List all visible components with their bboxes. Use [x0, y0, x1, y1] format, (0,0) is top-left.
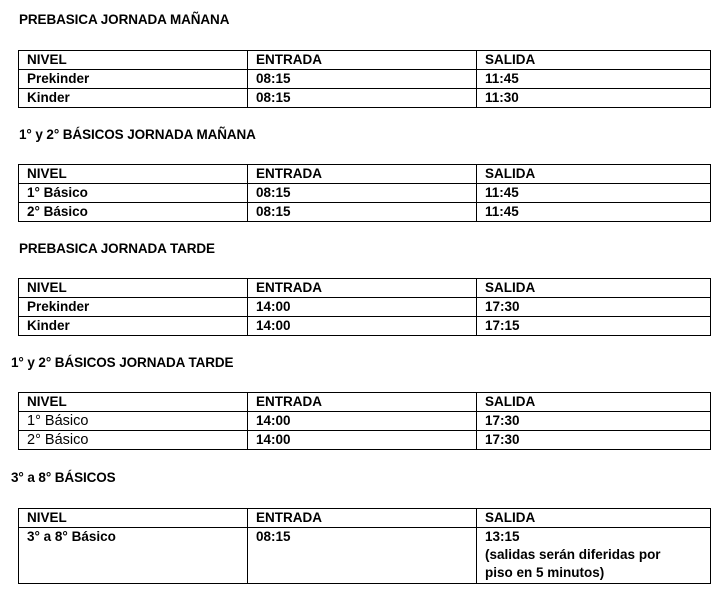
header-entrada: ENTRADA [248, 509, 477, 528]
cell-nivel: 2° Básico [19, 203, 248, 222]
cell-salida: 11:45 [477, 203, 711, 222]
cell-salida: 11:30 [477, 89, 711, 108]
table-header-row [19, 509, 711, 528]
header-entrada: ENTRADA [248, 279, 477, 298]
header-entrada: ENTRADA [248, 393, 477, 412]
cell-entrada: 08:15 [248, 70, 477, 89]
schedule-table-prebasica-manana [18, 50, 711, 108]
salida-time: 13:15 [485, 529, 520, 544]
table-row [19, 184, 711, 203]
header-entrada: ENTRADA [248, 165, 477, 184]
table-header-row [19, 393, 711, 412]
header-entrada: ENTRADA [248, 51, 477, 70]
table-row [19, 203, 711, 222]
schedule-table-prebasica-tarde [18, 278, 711, 336]
header-nivel: NIVEL [19, 51, 248, 70]
cell-nivel: Prekinder [19, 70, 248, 89]
header-nivel: NIVEL [19, 393, 248, 412]
table-row [19, 298, 711, 317]
cell-entrada: 08:15 [248, 528, 477, 584]
cell-entrada: 14:00 [248, 317, 477, 336]
section-heading-prebasica-manana: PREBASICA JORNADA MAÑANA [19, 12, 230, 27]
section-heading-basicos-manana: 1° y 2° BÁSICOS JORNADA MAÑANA [19, 127, 256, 142]
schedule-table-basicos-3-8 [18, 508, 711, 584]
table-row [19, 70, 711, 89]
table-header-row [19, 279, 711, 298]
table-row [19, 89, 711, 108]
header-nivel: NIVEL [19, 509, 248, 528]
header-nivel: NIVEL [19, 279, 248, 298]
section-heading-basicos-3-8: 3° a 8° BÁSICOS [11, 470, 116, 485]
table-header-row [19, 165, 711, 184]
cell-salida [477, 528, 711, 584]
cell-nivel: Kinder [19, 89, 248, 108]
cell-nivel: Kinder [19, 317, 248, 336]
cell-entrada: 14:00 [248, 431, 477, 450]
table-row [19, 528, 711, 584]
schedule-table-basicos-manana [18, 164, 711, 222]
header-salida: SALIDA [477, 279, 711, 298]
cell-entrada: 14:00 [248, 412, 477, 431]
cell-salida: 11:45 [477, 70, 711, 89]
header-salida: SALIDA [477, 393, 711, 412]
cell-salida: 17:30 [477, 431, 711, 450]
cell-salida: 11:45 [477, 184, 711, 203]
cell-nivel: 1° Básico [19, 184, 248, 203]
header-salida: SALIDA [477, 509, 711, 528]
cell-entrada: 08:15 [248, 184, 477, 203]
cell-nivel: 1° Básico [19, 412, 248, 431]
cell-nivel: 3° a 8° Básico [19, 528, 248, 584]
salida-note-line-2: piso en 5 minutos) [485, 565, 605, 580]
schedule-table-basicos-tarde [18, 392, 711, 450]
header-nivel: NIVEL [19, 165, 248, 184]
header-salida: SALIDA [477, 51, 711, 70]
cell-nivel: Prekinder [19, 298, 248, 317]
table-header-row [19, 51, 711, 70]
cell-salida: 17:30 [477, 298, 711, 317]
table-row [19, 412, 711, 431]
cell-entrada: 08:15 [248, 203, 477, 222]
salida-note-line-1: (salidas serán diferidas por [485, 547, 661, 562]
section-heading-basicos-tarde: 1° y 2° BÁSICOS JORNADA TARDE [11, 355, 234, 370]
cell-salida: 17:15 [477, 317, 711, 336]
cell-salida: 17:30 [477, 412, 711, 431]
cell-entrada: 08:15 [248, 89, 477, 108]
cell-entrada: 14:00 [248, 298, 477, 317]
table-row [19, 317, 711, 336]
table-row [19, 431, 711, 450]
cell-nivel: 2° Básico [19, 431, 248, 450]
section-heading-prebasica-tarde: PREBASICA JORNADA TARDE [19, 241, 215, 256]
header-salida: SALIDA [477, 165, 711, 184]
